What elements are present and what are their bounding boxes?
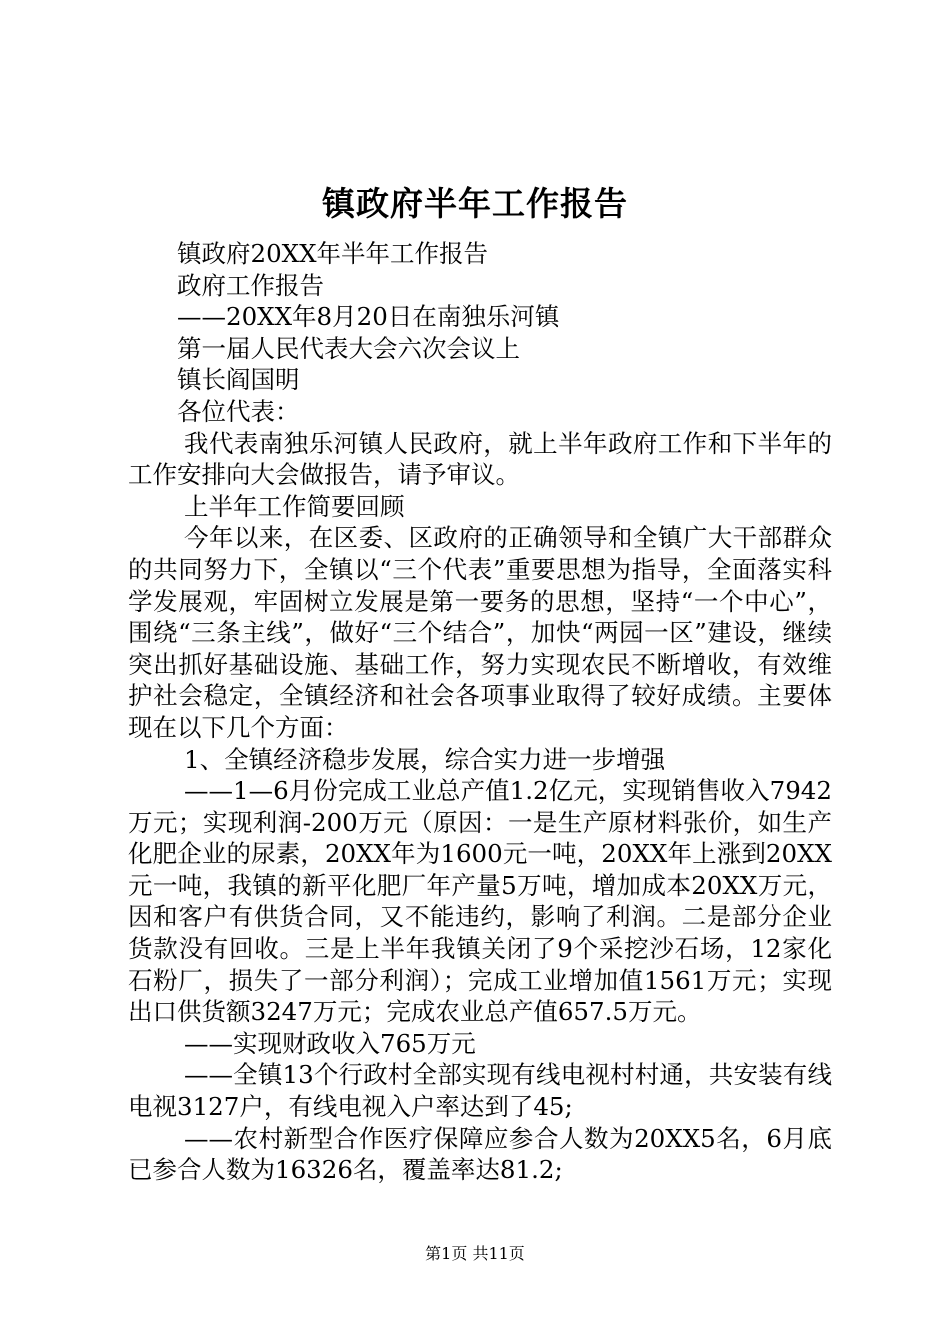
overview-paragraph: 今年以来，在区委、区政府的正确领导和全镇广大干部群众的共同努力下，全镇以“三个代表”重要思想为指导，全面落实科学发展观，牢固树立发展是第一要务的思想，坚持“一个中心”，围绕“三条主线”，做好“三个结合”，加快“两园一区”建设，继续突出抓好基础设施、基础工作，努力实现农民不断增收，有效维护社会稳定，全镇经济和社会各项事业取得了较好成绩。主要体现在以下几个方面： xyxy=(128,523,832,742)
finance-paragraph: ——实现财政收入765万元 xyxy=(184,1028,476,1058)
report-speaker: 镇长阎国明 xyxy=(177,365,300,395)
industry-paragraph: ——1—6月份完成工业总产值1.2亿元，实现销售收入7942万元；实现利润-200万元（原因：一是生产原材料张价，如生产化肥企业的尿素，20XX年为1600元一吨，20XX年上涨到20XX元一吨，我镇的新平化肥厂年产量5万吨，增加成本20XX万元，因和客户有供货合同，又不能违约，影响了利润。二是部分企业货款没有回收。三是上半年我镇关闭了9个采挖沙石场，12家化石粉厂，损失了一部分利润）；完成工业增加值1561万元；实现出口供货额3247万元；完成农业总产值657.5万元。 xyxy=(128,776,832,1027)
page-footer: 第1页 共11页 xyxy=(425,1244,525,1263)
report-meeting-line: 第一届人民代表大会六次会议上 xyxy=(177,333,520,363)
section-heading: 上半年工作简要回顾 xyxy=(184,491,405,521)
salutation: 各位代表： xyxy=(177,396,300,426)
document-body xyxy=(128,238,832,1186)
report-subtitle: 政府工作报告 xyxy=(177,270,324,300)
document-title: 镇政府半年工作报告 xyxy=(322,184,628,223)
medical-paragraph: ——农村新型合作医疗保障应参合人数为20XX5名，6月底已参合人数为16326名，覆盖率达81.2; xyxy=(128,1123,832,1185)
report-heading: 镇政府20XX年半年工作报告 xyxy=(177,239,489,268)
intro-paragraph: 我代表南独乐河镇人民政府，就上半年政府工作和下半年的工作安排向大会做报告，请予审议。 xyxy=(128,428,832,490)
cable-tv-paragraph: ——全镇13个行政村全部实现有线电视村村通，共安装有线电视3127户，有线电视入户率达到了45; xyxy=(128,1060,832,1122)
point-heading-1: 1、全镇经济稳步发展，综合实力进一步增强 xyxy=(184,744,666,774)
report-date-line: ——20XX年8月20日在南独乐河镇 xyxy=(177,302,560,332)
